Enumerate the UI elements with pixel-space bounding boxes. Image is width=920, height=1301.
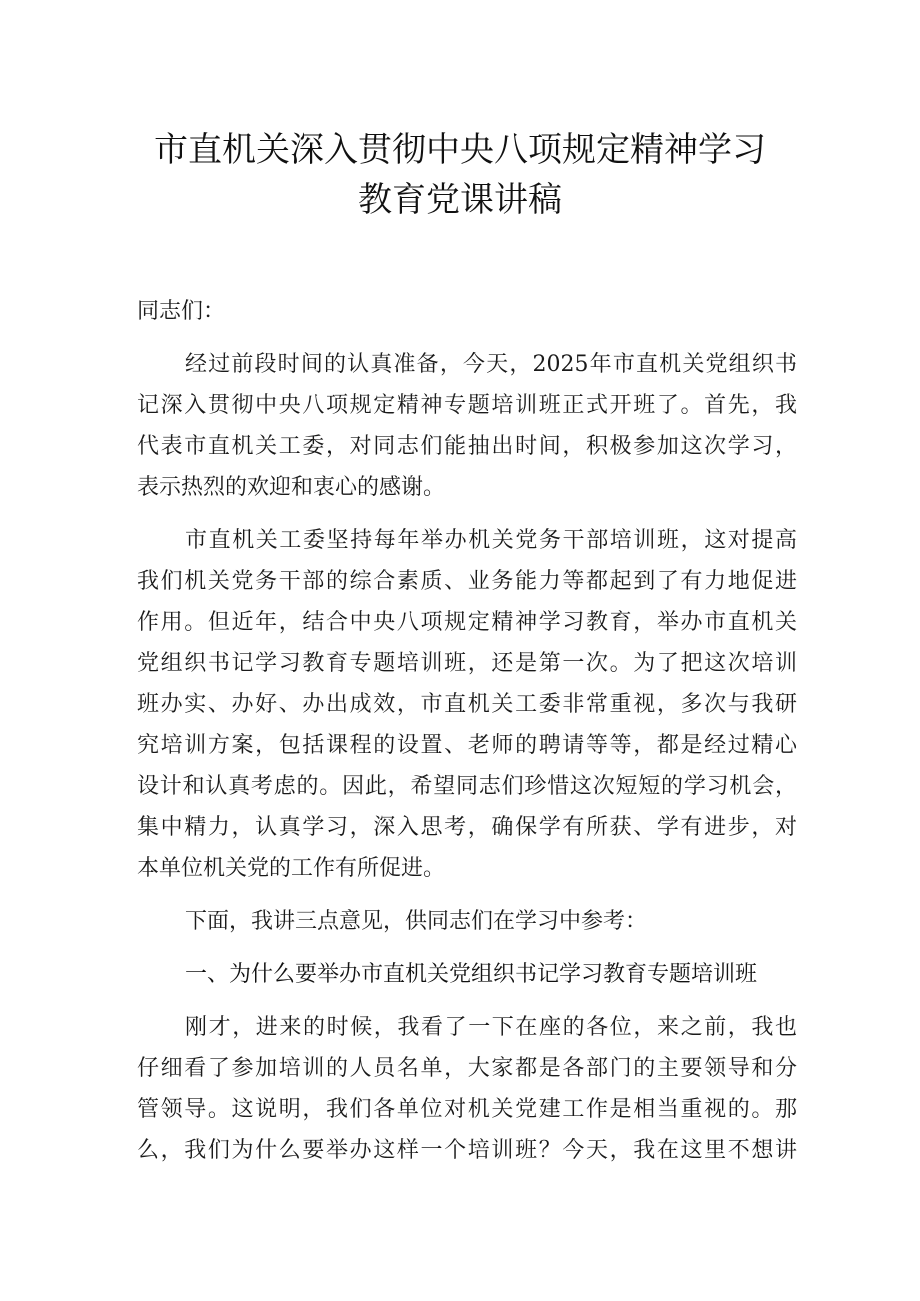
paragraph-line: 市直机关工委坚持每年举办机关党务干部培训班，这对提高	[185, 528, 797, 553]
paragraph-line: 设计和认真考虑的。因此，希望同志们珍惜这次短短的学习机会，	[137, 774, 797, 799]
paragraph-line: 记深入贯彻中央八项规定精神专题培训班正式开班了。首先，我	[137, 393, 797, 418]
paragraph-3	[137, 901, 797, 942]
paragraph-line: 代表市直机关工委，对同志们能抽出时间，积极参加这次学习，	[137, 434, 797, 459]
paragraph-line: 本单位机关党的工作有所促进。	[137, 856, 446, 881]
document-body	[137, 291, 797, 1183]
paragraph-line: 党组织书记学习教育专题培训班，还是第一次。为了把这次培训	[137, 651, 797, 676]
paragraph-line: 究培训方案，包括课程的设置、老师的聘请等等，都是经过精心	[137, 733, 797, 758]
document-title	[0, 125, 920, 225]
title-line-1: 市直机关深入贯彻中央八项规定精神学习	[154, 130, 766, 170]
paragraph-line: 表示热烈的欢迎和衷心的感谢。	[137, 475, 446, 500]
section-paragraph-1	[137, 1007, 797, 1171]
paragraph-line: 刚才，进来的时候，我看了一下在座的各位，来之前，我也	[185, 1015, 797, 1040]
paragraph-line: 经过前段时间的认真准备，今天，2025年市直机关党组织书	[185, 352, 797, 377]
paragraph-line: 作用。但近年，结合中央八项规定精神学习教育，举办市直机关	[137, 610, 797, 635]
paragraph-line: 集中精力，认真学习，深入思考，确保学有所获、学有进步，对	[137, 815, 797, 840]
salutation: 同志们：	[137, 299, 226, 324]
paragraph-line: 管领导。这说明，我们各单位对机关党建工作是相当重视的。那	[137, 1097, 797, 1122]
paragraph-2	[137, 520, 797, 889]
paragraph-line: 班办实、办好、办出成效，市直机关工委非常重视，多次与我研	[137, 692, 797, 717]
paragraph-line: 么，我们为什么要举办这样一个培训班？今天，我在这里不想讲	[137, 1138, 797, 1163]
paragraph-line: 我们机关党务干部的综合素质、业务能力等都起到了有力地促进	[137, 569, 797, 594]
title-line-2: 教育党课讲稿	[358, 180, 562, 220]
paragraph-1	[137, 344, 797, 508]
paragraph-line: 下面，我讲三点意见，供同志们在学习中参考：	[185, 909, 648, 934]
section-heading-1: 一、为什么要举办市直机关党组织书记学习教育专题培训班	[185, 962, 758, 987]
paragraph-line: 仔细看了参加培训的人员名单，大家都是各部门的主要领导和分	[137, 1056, 797, 1081]
